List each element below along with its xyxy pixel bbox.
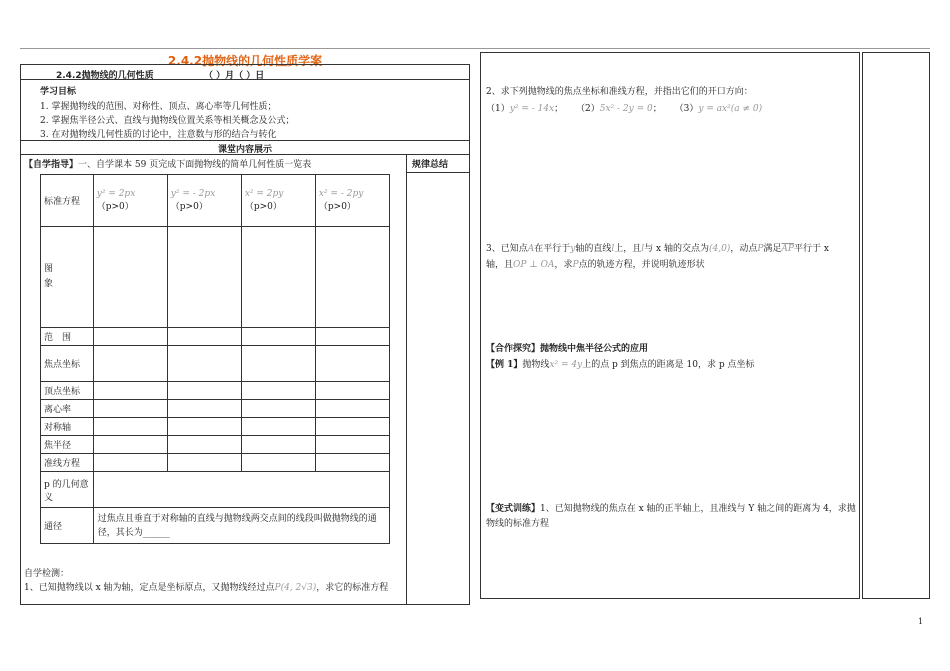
tongjing-cell: 过焦点且垂直于对称轴的直线与抛物线两交点间的线段叫做抛物线的通径，其长为______ <box>93 508 389 544</box>
condition: （p>0） <box>318 202 356 212</box>
table-cell[interactable] <box>315 175 389 227</box>
table-cell[interactable] <box>167 346 241 382</box>
table-row <box>41 346 390 382</box>
table-cell[interactable] <box>93 472 389 508</box>
row-label: 通径 <box>41 508 94 544</box>
table-cell[interactable] <box>93 382 167 400</box>
table-row <box>41 382 390 400</box>
q2-item-eq: y = ax²(a ≠ 0) <box>698 104 763 114</box>
goals-heading: 学习目标 <box>40 87 77 97</box>
ex1-text: 上的点 p 到焦点的距离是 10，求 p 点坐标 <box>582 360 755 370</box>
variant-line1 <box>486 501 856 514</box>
table-row <box>41 508 390 544</box>
q3-text: 与 x 轴的交点为 <box>644 244 709 254</box>
table-cell[interactable] <box>167 227 241 328</box>
q3-var: (4,0) <box>708 244 731 254</box>
divider <box>20 154 470 155</box>
row-label: 离心率 <box>41 400 94 418</box>
table-cell[interactable] <box>241 328 315 346</box>
right-margin-panel <box>862 52 930 599</box>
ex1-eq: x² = 4y <box>549 360 583 370</box>
q3-text: 在平行于 <box>534 244 571 254</box>
table-cell[interactable] <box>241 436 315 454</box>
q3-var: l <box>641 244 645 254</box>
q3-text: ，动点 <box>730 244 758 254</box>
variant-text: 1、已知抛物线的焦点在 x 轴的正半轴上，且准线与 Y 轴之间的距离为 4，求抛 <box>540 504 856 514</box>
q3-line2 <box>486 257 705 270</box>
table-cell[interactable] <box>93 346 167 382</box>
properties-table <box>40 174 390 544</box>
q3-var: y <box>570 244 576 254</box>
variant-tag: 【变式训练】 <box>486 504 541 514</box>
table-row <box>41 400 390 418</box>
variant-line2: 物线的标准方程 <box>486 519 550 529</box>
table-row <box>41 454 390 472</box>
divider <box>406 154 407 605</box>
table-cell[interactable] <box>167 454 241 472</box>
row-label: 焦点坐标 <box>41 346 94 382</box>
q3-var: P <box>572 260 579 270</box>
self-study-text: 一、自学课本 59 页完成下面抛物线的简单几何性质一览表 <box>78 160 312 170</box>
self-study-tag: 【自学指导】 <box>24 160 79 170</box>
equation: x² = - 2py <box>318 189 364 199</box>
table-cell[interactable] <box>93 418 167 436</box>
table-cell[interactable] <box>315 382 389 400</box>
table-cell[interactable] <box>93 328 167 346</box>
table-cell[interactable] <box>167 400 241 418</box>
table-cell[interactable] <box>241 175 315 227</box>
table-cell[interactable] <box>241 227 315 328</box>
row-label: 范 围 <box>41 328 94 346</box>
q3-var: A <box>527 244 535 254</box>
condition: （p>0） <box>96 202 134 212</box>
table-cell[interactable] <box>93 454 167 472</box>
page-number: 1 <box>918 617 924 626</box>
table-cell[interactable] <box>167 418 241 436</box>
row-label <box>41 227 94 328</box>
q1-text-end: ，求它的标准方程 <box>316 583 389 593</box>
row-label: 焦半径 <box>41 436 94 454</box>
q3-text: 点的轨迹方程，并说明轨迹形状 <box>578 260 705 270</box>
q1-text: 1、已知抛物线以 x 轴为轴，定点是坐标原点，又抛物线经过点 <box>24 583 275 593</box>
table-cell[interactable] <box>93 400 167 418</box>
q2-items: （1）y² = - 14x； （2）5x² - 2y = 0； （3）y = ax²(a ≠ 0) <box>486 104 763 114</box>
table-cell[interactable] <box>241 400 315 418</box>
table-cell[interactable] <box>167 328 241 346</box>
goal-item: 2. 掌握焦半径公式、直线与抛物线位置关系等相关概念及公式； <box>40 116 295 126</box>
section-title: 课堂内容展示 <box>217 145 272 155</box>
q2-item-eq: y² = - 14x <box>509 104 555 114</box>
table-row <box>41 418 390 436</box>
table-cell[interactable] <box>167 175 241 227</box>
condition: （p>0） <box>170 202 208 212</box>
table-cell[interactable] <box>241 382 315 400</box>
self-test-heading: 自学检测： <box>24 569 70 579</box>
q3-text: 轴的直线 <box>575 244 612 254</box>
date-field: （ ）月（ ）日 <box>204 71 265 81</box>
goal-item: 1. 掌握抛物线的范围、对称性、顶点、离心率等几何性质； <box>40 102 277 112</box>
q3-var: P <box>757 244 764 254</box>
row-label-text: 图象 <box>44 264 54 289</box>
table-cell[interactable] <box>167 382 241 400</box>
q3-text: 轴，且 <box>486 260 514 270</box>
table-cell[interactable] <box>167 436 241 454</box>
ex1-text: 抛物线 <box>522 360 550 370</box>
table-row <box>41 328 390 346</box>
table-row <box>41 472 390 508</box>
q3-var: $\overline{AP}$ <box>781 244 794 254</box>
q2-item-num: （3） <box>674 104 699 114</box>
self-study-line <box>24 157 311 170</box>
q3-text: 上，且 <box>614 244 642 254</box>
table-cell[interactable] <box>315 454 389 472</box>
row-label: 准线方程 <box>41 454 94 472</box>
lesson-label: 2.4.2抛物线的几何性质 <box>56 71 154 81</box>
q3-line1 <box>486 241 829 254</box>
table-cell[interactable] <box>93 227 167 328</box>
equation: y² = - 2px <box>170 189 216 199</box>
table-row <box>41 436 390 454</box>
q3-text: 3、已知点 <box>486 244 528 254</box>
table-cell[interactable] <box>315 400 389 418</box>
condition: （p>0） <box>244 202 282 212</box>
ex1-tag: 【例 1】 <box>486 360 523 370</box>
divider <box>20 140 470 141</box>
top-rule <box>20 48 930 49</box>
table-cell[interactable] <box>315 227 389 328</box>
q2-item-num: （2） <box>576 104 600 114</box>
equation: x² = 2py <box>244 189 284 199</box>
q1-point: P(4, 2√3) <box>274 583 317 593</box>
table-row <box>41 175 390 227</box>
q2-item-num: （1） <box>486 104 510 114</box>
table-row <box>41 227 390 328</box>
self-test-q1 <box>24 580 388 593</box>
table-cell[interactable] <box>241 454 315 472</box>
q3-text: 满足 <box>763 244 782 254</box>
page-title: 2.4.2抛物线的几何性质学案 <box>167 54 323 68</box>
table-cell[interactable] <box>315 328 389 346</box>
q3-var: OP ⊥ OA <box>513 260 555 270</box>
divider <box>406 172 470 173</box>
table-cell[interactable] <box>241 346 315 382</box>
table-cell[interactable] <box>93 175 167 227</box>
table-cell[interactable] <box>315 346 389 382</box>
example-1 <box>486 357 754 370</box>
q3-text: ，求 <box>554 260 573 270</box>
q3-text: 平行于 x <box>793 244 829 254</box>
coop-heading: 【合作探究】抛物线中焦半径公式的应用 <box>486 344 649 354</box>
row-label: p 的几何意义 <box>41 472 94 508</box>
q3-var: l <box>611 244 615 254</box>
table-cell[interactable] <box>315 418 389 436</box>
row-label: 顶点坐标 <box>41 382 94 400</box>
q2-text: 2、求下列抛物线的焦点坐标和准线方程，并指出它们的开口方向： <box>486 87 753 97</box>
table-cell[interactable] <box>315 436 389 454</box>
equation: y² = 2px <box>96 189 136 199</box>
table-cell[interactable] <box>241 418 315 436</box>
row-label: 标准方程 <box>41 175 94 227</box>
goal-item: 3. 在对抛物线几何性质的讨论中，注意数与形的结合与转化 <box>40 130 277 140</box>
summary-heading: 规律总结 <box>412 160 449 170</box>
q2-item-eq: 5x² - 2y = 0 <box>599 104 653 114</box>
row-label: 对称轴 <box>41 418 94 436</box>
table-cell[interactable] <box>93 436 167 454</box>
